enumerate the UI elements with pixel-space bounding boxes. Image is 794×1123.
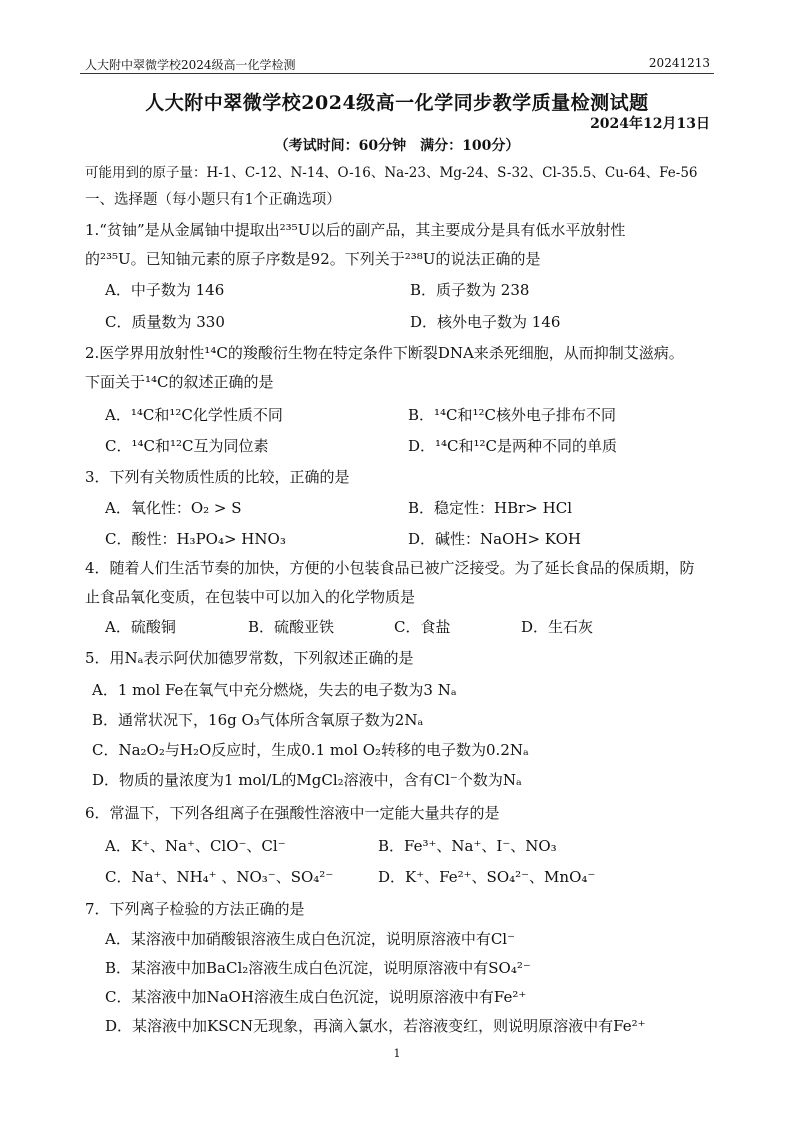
question-7-option-c: C．某溶液中加NaOH溶液生成白色沉淀，说明原溶液中有Fe²⁺ [105, 988, 527, 1006]
question-3-option-a: A．氧化性：O₂ > S [105, 499, 242, 517]
question-6-option-c: C．Na⁺、NH₄⁺ 、NO₃⁻、SO₄²⁻ [105, 868, 334, 886]
question-6-option-a: A．K⁺、Na⁺、ClO⁻、Cl⁻ [105, 837, 286, 855]
question-2-option-a: A．¹⁴C和¹²C化学性质不同 [105, 406, 283, 424]
question-5-option-c: C．Na₂O₂与H₂O反应时，生成0.1 mol O₂转移的电子数为0.2Nₐ [92, 741, 529, 759]
question-3-option-c: C．酸性：H₃PO₄> HNO₃ [105, 530, 286, 548]
question-3-option-b: B．稳定性：HBr> HCl [408, 499, 572, 517]
question-4-option-a: A．硫酸铜 [105, 618, 176, 636]
question-4-option-b: B．硫酸亚铁 [248, 618, 335, 636]
page-number: 1 [393, 1047, 401, 1060]
question-4-line-1: 4．随着人们生活节奏的加快，方便的小包装食品已被广泛接受。为了延长食品的保质期，防 [85, 559, 695, 577]
question-1-option-c: C．质量数为 330 [105, 313, 225, 331]
question-5-option-d: D．物质的量浓度为1 mol/L的MgCl₂溶液中，含有Cl⁻个数为Nₐ [92, 771, 522, 789]
question-4-line-2: 止食品氧化变质，在包装中可以加入的化学物质是 [85, 588, 416, 606]
question-4-option-d: D．生石灰 [521, 618, 594, 636]
question-3-option-d: D．碱性：NaOH> KOH [408, 530, 581, 548]
header-divider [80, 73, 714, 74]
header-left: 人大附中翠微学校2024级高一化学检测 [85, 58, 296, 72]
exam-date: 2024年12月13日 [590, 116, 710, 132]
question-6-option-d: D．K⁺、Fe²⁺、SO₄²⁻、MnO₄⁻ [378, 868, 596, 886]
question-6-option-b: B．Fe³⁺、Na⁺、I⁻、NO₃ [378, 837, 557, 855]
question-2-line-1: 2.医学界用放射性¹⁴C的羧酸衍生物在特定条件下断裂DNA来杀死细胞，从而抑制艾滋病。 [85, 344, 684, 362]
atomic-masses: 可能用到的原子量：H-1、C-12、N-14、O-16、Na-23、Mg-24、S-32、Cl-35.5、Cu-64、Fe-56 [85, 165, 698, 181]
section-title: 一、选择题（每小题只有1个正确选项） [85, 192, 341, 208]
exam-title: 人大附中翠微学校2024级高一化学同步教学质量检测试题 [145, 92, 649, 114]
question-7-line-1: 7．下列离子检验的方法正确的是 [85, 900, 305, 918]
question-6-line-1: 6．常温下，下列各组离子在强酸性溶液中一定能大量共存的是 [85, 804, 500, 822]
question-5-line-1: 5．用Nₐ表示阿伏加德罗常数，下列叙述正确的是 [85, 649, 414, 667]
question-2-option-d: D．¹⁴C和¹²C是两种不同的单质 [408, 437, 618, 455]
question-2-option-b: B．¹⁴C和¹²C核外电子排布不同 [408, 406, 617, 424]
question-5-option-a: A．1 mol Fe在氧气中充分燃烧，失去的电子数为3 Nₐ [92, 681, 457, 699]
question-7-option-d: D．某溶液中加KSCN无现象，再滴入氯水，若溶液变红，则说明原溶液中有Fe²⁺ [105, 1017, 646, 1035]
question-1-option-d: D．核外电子数为 146 [410, 313, 561, 331]
question-7-option-a: A．某溶液中加硝酸银溶液生成白色沉淀，说明原溶液中有Cl⁻ [105, 930, 516, 948]
question-7-option-b: B．某溶液中加BaCl₂溶液生成白色沉淀，说明原溶液中有SO₄²⁻ [105, 959, 531, 977]
question-2-option-c: C．¹⁴C和¹²C互为同位素 [105, 437, 269, 455]
exam-info: （考试时间：60分钟 满分：100分） [274, 138, 520, 154]
question-1-line-1: 1.“贫铀”是从金属铀中提取出²³⁵U以后的副产品，其主要成分是具有低水平放射性 [85, 221, 626, 239]
question-5-option-b: B．通常状况下，16g O₃气体所含氧原子数为2Nₐ [92, 711, 424, 729]
question-2-line-2: 下面关于¹⁴C的叙述正确的是 [85, 373, 274, 391]
question-1-line-2: 的²³⁵U。已知铀元素的原子序数是92。下列关于²³⁸U的说法正确的是 [85, 250, 541, 268]
question-4-option-c: C．食盐 [394, 618, 451, 636]
question-3-line-1: 3．下列有关物质性质的比较，正确的是 [85, 468, 350, 486]
question-1-option-b: B．质子数为 238 [410, 281, 530, 299]
question-1-option-a: A．中子数为 146 [105, 281, 225, 299]
header-right: 20241213 [648, 56, 710, 70]
